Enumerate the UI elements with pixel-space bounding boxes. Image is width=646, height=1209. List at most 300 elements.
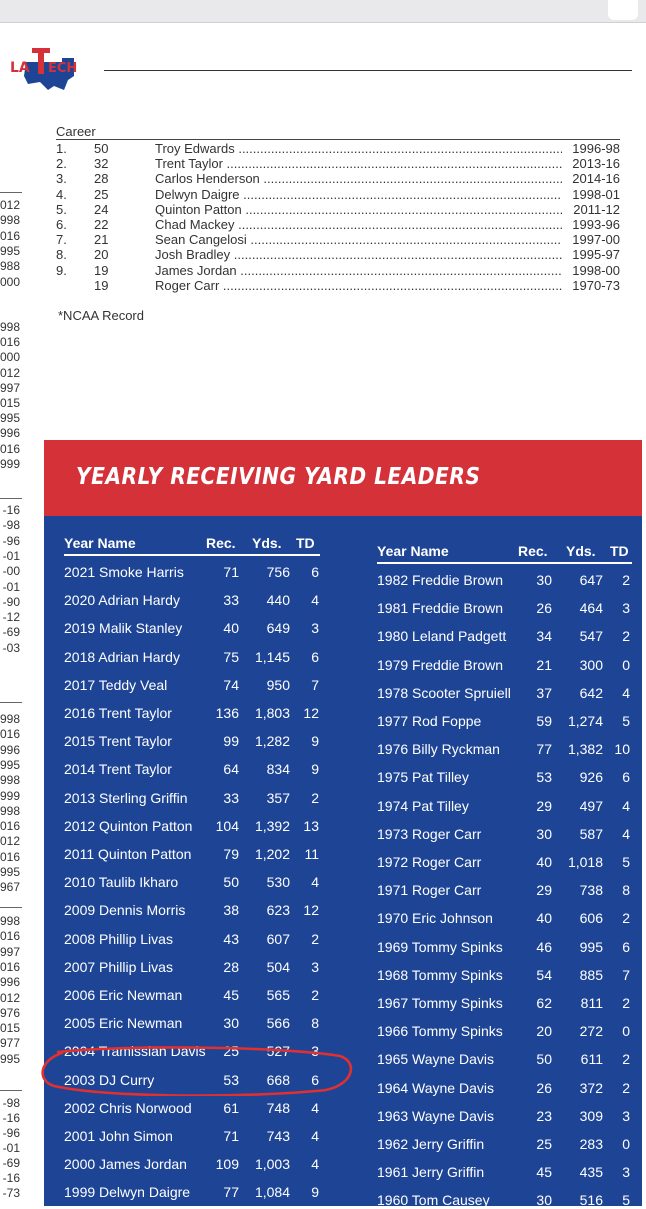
- column-separator: [0, 498, 22, 499]
- rec-cell: 50: [536, 1051, 552, 1068]
- year-name-cell: 1981 Freddie Brown: [377, 600, 504, 617]
- career-rank: 9.: [56, 262, 67, 278]
- yds-cell: 527: [266, 1043, 290, 1060]
- clipped-fragment: 998: [0, 213, 20, 228]
- yds-cell: 649: [266, 620, 290, 637]
- table-header-left_table: [64, 535, 320, 553]
- year-name-cell: 2002 Chris Norwood: [64, 1099, 192, 1116]
- td-cell: 2: [622, 1079, 630, 1096]
- career-name: Carlos Henderson .....: [155, 171, 562, 186]
- yds-cell: 756: [266, 564, 290, 580]
- career-row: [56, 156, 620, 171]
- yds-cell: 1,803: [254, 705, 290, 721]
- yds-cell: 748: [266, 1099, 290, 1116]
- table-row: [377, 994, 632, 1012]
- td-cell: 4: [311, 1156, 319, 1173]
- career-count: 22: [94, 217, 109, 232]
- career-count: 19: [94, 277, 109, 293]
- year-name-cell: 1974 Pat Tilley: [377, 797, 469, 814]
- table-row: [64, 1099, 320, 1117]
- yds-cell: 1,274: [567, 713, 603, 729]
- clipped-fragment: 012: [0, 834, 20, 849]
- clipped-fragment: 016: [0, 335, 20, 350]
- rec-cell: 54: [536, 966, 552, 983]
- svg-text:ECH: ECH: [48, 61, 78, 76]
- clipped-fragment: 016: [0, 819, 20, 834]
- year-name-cell: 2006 Eric Newman: [64, 987, 183, 1003]
- yds-cell: 565: [266, 987, 290, 1003]
- clipped-fragment: 016: [0, 228, 20, 243]
- rec-cell: 50: [223, 874, 239, 891]
- table-row: [64, 789, 320, 807]
- td-cell: 2: [622, 572, 630, 588]
- table-row: [64, 760, 320, 778]
- clipped-fragment: -03: [2, 640, 20, 655]
- rec-cell: 21: [536, 656, 552, 673]
- clipped-fragment: 016: [0, 959, 20, 974]
- career-name: Roger Carr .....: [155, 278, 562, 293]
- td-cell: 6: [311, 648, 319, 665]
- clipped-fragment: 997: [0, 944, 20, 959]
- clipped-fragment: -69: [2, 625, 20, 640]
- clipped-fragment: 998: [0, 773, 20, 788]
- yds-cell: 283: [579, 1136, 603, 1152]
- td-cell: 2: [622, 995, 630, 1011]
- year-name-cell: 1966 Tommy Spinks: [377, 1023, 503, 1040]
- rec-cell: 45: [223, 987, 239, 1003]
- rec-cell: 28: [223, 958, 239, 975]
- td-cell: 4: [622, 825, 630, 842]
- clipped-fragment: -16: [2, 1171, 20, 1185]
- td-cell: 3: [622, 600, 630, 617]
- yds-cell: 464: [579, 600, 603, 617]
- rec-cell: 71: [223, 1128, 239, 1144]
- rec-cell: 99: [223, 733, 239, 750]
- rec-cell: 71: [223, 564, 239, 580]
- rec-cell: 79: [223, 846, 239, 862]
- clipped-fragment: 016: [0, 849, 20, 864]
- year-name-cell: 1980 Leland Padgett: [377, 628, 507, 645]
- td-cell: 13: [303, 817, 319, 834]
- td-cell: 3: [622, 1107, 630, 1124]
- rec-cell: 64: [223, 761, 239, 778]
- rec-cell: 59: [536, 713, 552, 729]
- table-row: [377, 1191, 632, 1209]
- year-name-cell: 2013 Sterling Griffin: [64, 789, 188, 806]
- svg-text:LA: LA: [10, 60, 30, 76]
- rec-cell: 33: [223, 592, 239, 609]
- td-cell: 2: [622, 910, 630, 927]
- td-cell: 7: [622, 966, 630, 983]
- top-toolbar: [0, 0, 646, 23]
- yds-cell: 647: [579, 572, 603, 588]
- table-row: [377, 1135, 632, 1153]
- td-cell: 5: [622, 1192, 630, 1209]
- table-row: [377, 853, 632, 871]
- year-name-cell: 1975 Pat Tilley: [377, 769, 469, 786]
- year-name-cell: 1978 Scooter Spruiell: [377, 684, 511, 701]
- table-row: [377, 966, 632, 984]
- table-row: [64, 619, 320, 637]
- year-name-cell: 1968 Tommy Spinks: [377, 966, 503, 983]
- header-td: TD: [610, 543, 629, 559]
- clipped-fragment: -01: [2, 1141, 20, 1155]
- year-name-cell: 2001 John Simon: [64, 1128, 173, 1144]
- clipped-fragment: 996: [0, 742, 20, 757]
- clipped-fragment: 000: [0, 274, 20, 289]
- career-rank: 1.: [56, 141, 67, 156]
- clipped-fragment: 997: [0, 380, 20, 395]
- rec-cell: 40: [536, 854, 552, 870]
- year-name-cell: 1979 Freddie Brown: [377, 656, 504, 673]
- yds-cell: 547: [579, 628, 603, 645]
- rec-cell: 136: [215, 705, 239, 721]
- table-row: [377, 571, 632, 589]
- career-heading: Career: [56, 124, 96, 139]
- yds-cell: 1,084: [254, 1184, 290, 1201]
- rec-cell: 61: [223, 1099, 239, 1116]
- clipped-left-column: [0, 0, 22, 1200]
- career-count: 20: [94, 247, 109, 263]
- year-name-cell: 2018 Adrian Hardy: [64, 648, 180, 665]
- table-row: [64, 704, 320, 722]
- td-cell: 2: [311, 789, 319, 806]
- header-year-name: Year Name: [64, 535, 136, 551]
- career-years: 1996-98: [562, 141, 620, 156]
- career-row: [56, 232, 620, 247]
- clipped-fragment: 012: [0, 365, 20, 380]
- yds-cell: 1,382: [567, 741, 603, 758]
- table-row: [64, 1183, 320, 1201]
- year-name-cell: 2011 Quinton Patton: [64, 846, 192, 862]
- career-rank: 6.: [56, 217, 67, 232]
- yds-cell: 642: [579, 684, 603, 701]
- table-row: [377, 684, 632, 702]
- year-name-cell: 1967 Tommy Spinks: [377, 995, 503, 1011]
- clipped-fragment: 988: [0, 259, 20, 274]
- career-rank: 4.: [56, 186, 67, 202]
- column-separator: [0, 192, 22, 193]
- career-years: 1997-00: [562, 232, 620, 247]
- td-cell: 10: [614, 741, 630, 758]
- career-rank: 5.: [56, 201, 67, 217]
- clipped-fragment: -69: [2, 1156, 20, 1170]
- career-count: 28: [94, 171, 109, 187]
- clipped-fragment: 016: [0, 929, 20, 944]
- table-row: [64, 958, 320, 976]
- clipped-fragment: 015: [0, 1021, 20, 1036]
- table-row: [377, 909, 632, 927]
- td-cell: 11: [304, 846, 319, 862]
- clipped-fragment: 998: [0, 803, 20, 818]
- yds-cell: 504: [266, 958, 290, 975]
- year-name-cell: 2014 Trent Taylor: [64, 761, 172, 778]
- td-cell: 6: [311, 1071, 319, 1088]
- career-row: [56, 141, 620, 156]
- td-cell: 3: [311, 958, 319, 975]
- table-row: [64, 591, 320, 609]
- yds-cell: 435: [579, 1164, 603, 1181]
- clipped-fragment: 977: [0, 1036, 20, 1051]
- column-separator: [0, 702, 22, 703]
- year-name-cell: 2015 Trent Taylor: [64, 733, 172, 750]
- table-row: [64, 930, 320, 948]
- td-cell: 0: [622, 656, 630, 673]
- td-cell: 5: [622, 713, 630, 729]
- table-row: [64, 986, 320, 1004]
- year-name-cell: 2004 Tramissian Davis: [64, 1043, 206, 1060]
- career-rank: 2.: [56, 156, 67, 172]
- rec-cell: 30: [536, 1192, 552, 1209]
- rec-cell: 29: [536, 797, 552, 814]
- td-cell: 12: [303, 705, 319, 721]
- rec-cell: 77: [536, 741, 552, 758]
- year-name-cell: 2010 Taulib Ikharo: [64, 874, 179, 891]
- rec-cell: 30: [223, 1015, 239, 1032]
- td-cell: 4: [311, 592, 319, 609]
- year-name-cell: 2012 Quinton Patton: [64, 817, 193, 834]
- career-row: [56, 263, 620, 278]
- clipped-fragment: 016: [0, 727, 20, 742]
- table-row: [64, 648, 320, 666]
- table-row: [377, 938, 632, 956]
- td-cell: 2: [622, 628, 630, 645]
- year-name-cell: 1982 Freddie Brown: [377, 572, 504, 588]
- career-count: 21: [94, 232, 109, 248]
- clipped-fragment: -16: [2, 1111, 20, 1125]
- year-name-cell: 1961 Jerry Griffin: [377, 1164, 485, 1181]
- yds-cell: 885: [579, 966, 603, 983]
- td-cell: 4: [622, 684, 630, 701]
- career-rank: 8.: [56, 247, 67, 263]
- career-years: 2011-12: [562, 202, 620, 217]
- table-row: [64, 817, 320, 835]
- table-row: [377, 712, 632, 730]
- year-name-cell: 2021 Smoke Harris: [64, 564, 184, 580]
- year-name-cell: 2007 Phillip Livas: [64, 958, 173, 975]
- table-row: [64, 1155, 320, 1173]
- clipped-fragment: 995: [0, 757, 20, 772]
- clipped-fragment: -01: [2, 579, 20, 594]
- yds-cell: 926: [579, 769, 603, 786]
- yds-cell: 738: [579, 882, 603, 899]
- clipped-fragment: 996: [0, 975, 20, 990]
- clipped-fragment: -98: [2, 1096, 20, 1110]
- clipped-fragment: 995: [0, 411, 20, 426]
- career-years: 1998-01: [562, 187, 620, 202]
- clipped-fragment: 995: [0, 1051, 20, 1066]
- td-cell: 3: [311, 1043, 319, 1060]
- rec-cell: 53: [223, 1071, 239, 1088]
- yds-cell: 811: [580, 995, 603, 1011]
- career-name: Quinton Patton .....: [155, 202, 562, 217]
- career-row: [56, 278, 620, 293]
- career-rule: [56, 139, 620, 140]
- yds-cell: 372: [579, 1079, 603, 1096]
- td-cell: 2: [311, 930, 319, 947]
- clipped-fragment: -98: [2, 518, 20, 533]
- td-cell: 4: [622, 797, 630, 814]
- year-name-cell: 2003 DJ Curry: [64, 1071, 155, 1088]
- year-name-cell: 1976 Billy Ryckman: [377, 741, 500, 758]
- yds-cell: 357: [266, 789, 290, 806]
- yds-cell: 272: [579, 1023, 603, 1040]
- td-cell: 4: [311, 1128, 319, 1144]
- yds-cell: 1,282: [254, 733, 290, 750]
- table-row: [377, 740, 632, 758]
- td-cell: 2: [311, 987, 319, 1003]
- rec-cell: 109: [215, 1156, 239, 1173]
- rec-cell: 53: [536, 769, 552, 786]
- td-cell: 8: [311, 1015, 319, 1032]
- career-rank: 7.: [56, 232, 67, 248]
- table-row: [377, 881, 632, 899]
- year-name-cell: 1972 Roger Carr: [377, 854, 482, 870]
- header-yds: Yds.: [252, 535, 282, 551]
- year-name-cell: 1977 Rod Foppe: [377, 713, 482, 729]
- yds-cell: 606: [579, 910, 603, 927]
- td-cell: 8: [622, 882, 630, 899]
- td-cell: 9: [311, 1184, 319, 1201]
- table-row: [64, 1042, 320, 1060]
- year-name-cell: 2009 Dennis Morris: [64, 902, 186, 919]
- yds-cell: 607: [266, 930, 290, 947]
- table-row: [377, 627, 632, 645]
- career-count: 19: [94, 262, 109, 278]
- career-years: 1993-96: [562, 217, 620, 232]
- career-name: James Jordan .....: [155, 263, 562, 278]
- table-row: [377, 1163, 632, 1181]
- rec-cell: 29: [536, 882, 552, 899]
- column-separator: [0, 1090, 22, 1091]
- year-name-cell: 1970 Eric Johnson: [377, 910, 493, 927]
- clipped-fragment: 995: [0, 243, 20, 258]
- career-count: 50: [94, 141, 109, 156]
- clipped-fragment: -16: [2, 503, 20, 517]
- td-cell: 5: [622, 854, 630, 870]
- table-row: [64, 563, 320, 581]
- year-name-cell: 1963 Wayne Davis: [377, 1107, 494, 1124]
- career-years: 1995-97: [562, 247, 620, 262]
- year-name-cell: 2008 Phillip Livas: [64, 930, 173, 947]
- table-row: [64, 676, 320, 694]
- year-name-cell: 2000 James Jordan: [64, 1156, 187, 1173]
- td-cell: 4: [311, 874, 319, 891]
- rec-cell: 40: [536, 910, 552, 927]
- year-name-cell: 1960 Tom Causey: [377, 1192, 490, 1209]
- year-name-cell: 2016 Trent Taylor: [64, 705, 172, 721]
- yds-cell: 566: [266, 1015, 290, 1032]
- career-years: 2014-16: [562, 171, 620, 186]
- rec-cell: 38: [223, 902, 239, 919]
- career-years: 2013-16: [562, 156, 620, 171]
- year-name-cell: 2020 Adrian Hardy: [64, 592, 180, 609]
- table-row: [64, 1071, 320, 1089]
- rec-cell: 26: [536, 1079, 552, 1096]
- rec-cell: 26: [536, 600, 552, 617]
- table-row: [64, 732, 320, 750]
- career-count: 24: [94, 201, 109, 217]
- clipped-fragment: -90: [2, 594, 20, 609]
- career-name: Trent Taylor .....: [155, 156, 562, 171]
- yds-cell: 1,003: [254, 1156, 290, 1173]
- td-cell: 4: [311, 1099, 319, 1116]
- career-row: [56, 171, 620, 186]
- year-name-cell: 1969 Tommy Spinks: [377, 938, 503, 955]
- yds-cell: 950: [266, 676, 290, 693]
- rec-cell: 30: [536, 825, 552, 842]
- yds-cell: 530: [266, 874, 290, 891]
- clipped-fragment: 000: [0, 350, 20, 365]
- column-separator: [0, 907, 22, 908]
- td-cell: 3: [622, 1164, 630, 1181]
- header-rec: Rec.: [206, 535, 236, 551]
- yds-cell: 300: [579, 656, 603, 673]
- clipped-fragment: -00: [2, 564, 20, 579]
- rec-cell: 104: [215, 817, 239, 834]
- yds-cell: 587: [579, 825, 603, 842]
- yds-cell: 440: [266, 592, 290, 609]
- clipped-fragment: 976: [0, 1005, 20, 1020]
- header-td: TD: [296, 535, 315, 551]
- table-row: [377, 1079, 632, 1097]
- career-row: [56, 187, 620, 202]
- td-cell: 6: [311, 564, 319, 580]
- header-rec: Rec.: [518, 543, 548, 559]
- year-name-cell: 2005 Eric Newman: [64, 1015, 183, 1032]
- rec-cell: 30: [536, 572, 552, 588]
- header-yds: Yds.: [566, 543, 596, 559]
- td-cell: 2: [622, 1051, 630, 1068]
- td-cell: 9: [311, 733, 319, 750]
- yds-cell: 1,018: [567, 854, 603, 870]
- table-row: [64, 1127, 320, 1145]
- career-row: [56, 247, 620, 262]
- table-row: [377, 768, 632, 786]
- yds-cell: 668: [266, 1071, 290, 1088]
- rec-cell: 34: [536, 628, 552, 645]
- rec-cell: 74: [223, 676, 239, 693]
- table-row: [377, 825, 632, 843]
- clipped-fragment: 995: [0, 865, 20, 879]
- year-name-cell: 2019 Malik Stanley: [64, 620, 183, 637]
- rec-cell: 40: [223, 620, 239, 637]
- clipped-fragment: 016: [0, 441, 20, 456]
- clipped-fragment: 999: [0, 456, 20, 471]
- header-underline: [377, 562, 632, 564]
- td-cell: 0: [622, 1023, 630, 1040]
- clipped-fragment: 998: [0, 914, 20, 928]
- year-name-cell: 1999 Delwyn Daigre: [64, 1184, 191, 1201]
- rec-cell: 25: [536, 1136, 552, 1152]
- rec-cell: 77: [223, 1184, 239, 1201]
- yds-cell: 995: [579, 938, 603, 955]
- rec-cell: 45: [536, 1164, 552, 1181]
- career-name: Josh Bradley .....: [155, 247, 562, 262]
- yds-cell: 834: [266, 761, 290, 778]
- clipped-fragment: -01: [2, 548, 20, 563]
- career-years: 1998-00: [562, 263, 620, 278]
- year-name-cell: 1973 Roger Carr: [377, 825, 482, 842]
- clipped-fragment: 998: [0, 712, 20, 726]
- table-row: [377, 1107, 632, 1125]
- table-header-right_table: [377, 543, 632, 561]
- rec-cell: 46: [536, 938, 552, 955]
- clipped-fragment: -12: [2, 610, 20, 625]
- year-name-cell: 1962 Jerry Griffin: [377, 1136, 485, 1152]
- table-row: [377, 656, 632, 674]
- rec-cell: 43: [223, 930, 239, 947]
